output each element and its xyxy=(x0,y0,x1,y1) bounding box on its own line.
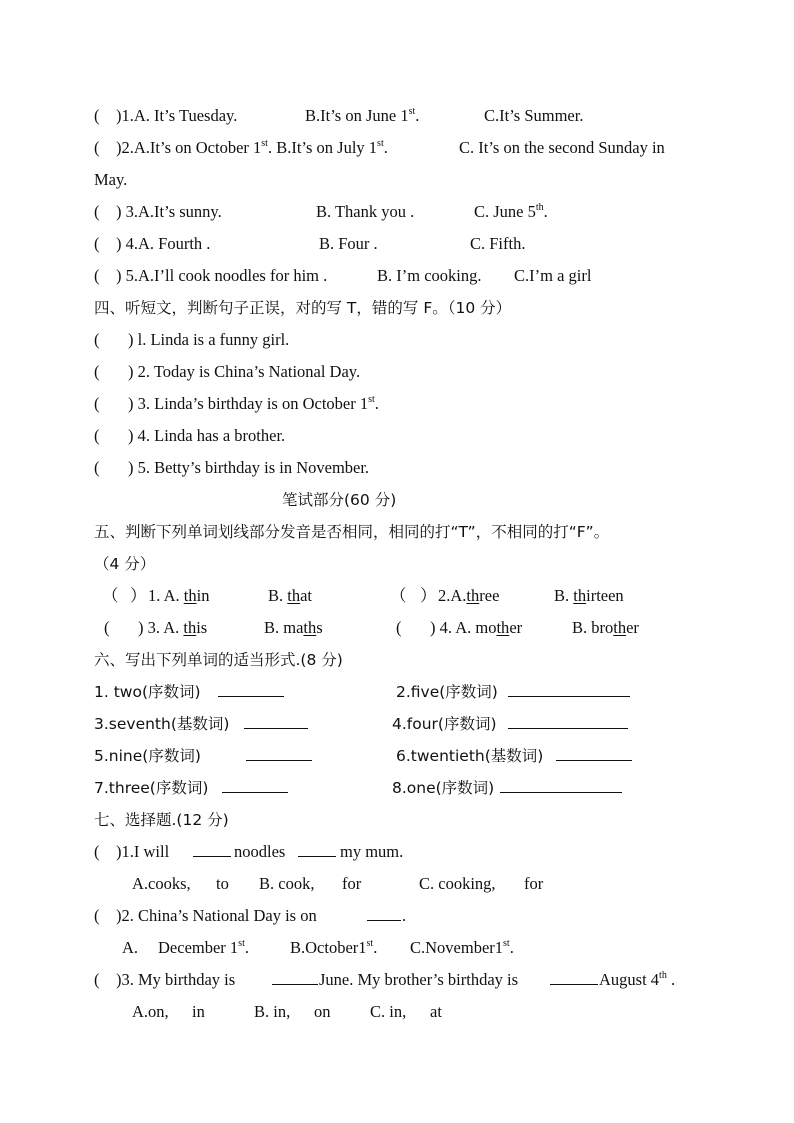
statement-text: ) 5. Betty’s birthday is in November. xyxy=(128,458,370,477)
option-b-2: on xyxy=(314,1002,331,1021)
answer-blank[interactable] xyxy=(193,842,231,857)
answer-blank[interactable] xyxy=(500,778,622,793)
answer-blank[interactable] xyxy=(244,714,308,729)
answer-paren: ( xyxy=(94,202,100,221)
answer-paren: ( xyxy=(94,362,100,381)
answer-blank[interactable] xyxy=(218,682,284,697)
answer-paren: ( xyxy=(94,394,100,413)
word-form-item: 4.four(序数词) xyxy=(392,715,497,733)
question-text: August 4th . xyxy=(599,969,676,989)
option-b: B. in, xyxy=(254,1002,291,1021)
word-b: B. maths xyxy=(264,618,323,637)
question-text: )2.A.It’s on October 1st. B.It’s on July 1st. xyxy=(116,137,388,157)
section-5-points: （4 分） xyxy=(94,555,156,573)
question-text: )2. China’s National Day is on xyxy=(116,906,317,925)
option-c: C. cooking, xyxy=(419,874,496,893)
option-a-2: to xyxy=(216,874,229,893)
question-text: ) 4.A. Fourth . xyxy=(116,234,211,253)
question-text: my mum. xyxy=(340,842,404,861)
word-b: B. brother xyxy=(572,618,639,637)
word-form-item: 2.five(序数词) xyxy=(396,683,498,701)
answer-blank[interactable] xyxy=(550,970,598,985)
word-a: 2.A.three xyxy=(438,586,500,605)
statement-text: ) l. Linda is a funny girl. xyxy=(128,330,290,349)
option-b: B. cook, xyxy=(259,874,315,893)
answer-blank[interactable] xyxy=(222,778,288,793)
answer-blank[interactable] xyxy=(508,682,630,697)
question-text: )1.A. It’s Tuesday. xyxy=(116,106,238,125)
option-a-2: in xyxy=(192,1002,205,1021)
answer-paren-close: ） xyxy=(130,586,147,605)
option-c: C.It’s Summer. xyxy=(484,106,584,125)
answer-paren: ( xyxy=(94,330,100,349)
question-text: June. My brother’s birthday is xyxy=(319,970,519,989)
option-b: B.It’s on June 1st. xyxy=(305,105,420,125)
answer-paren-open: （ xyxy=(102,586,119,605)
option-a-2: December 1st. xyxy=(158,937,249,957)
answer-paren-close: ） xyxy=(420,586,437,605)
answer-paren-open: （ xyxy=(390,586,407,605)
word-a: ) 4. A. mother xyxy=(430,618,523,637)
option-c: C. It’s on the second Sunday in xyxy=(459,138,665,157)
answer-paren-open: ( xyxy=(396,618,402,637)
answer-paren: ( xyxy=(94,266,100,285)
answer-paren: ( xyxy=(94,458,100,477)
section-7-heading: 七、选择题.(12 分) xyxy=(94,811,229,829)
option-c-2: at xyxy=(430,1002,442,1021)
option-a: A.on, xyxy=(132,1002,169,1021)
answer-paren-open: ( xyxy=(104,618,110,637)
option-b: B. I’m cooking. xyxy=(377,266,482,285)
word-b: B. that xyxy=(268,586,313,605)
answer-paren: ( xyxy=(94,906,100,925)
answer-blank[interactable] xyxy=(556,746,632,761)
question-text: )1.I will xyxy=(116,842,170,861)
option-b: B. Thank you . xyxy=(316,202,415,221)
question-text: ) 5.A.I’ll cook noodles for him . xyxy=(116,266,328,285)
option-c: C.November1st. xyxy=(410,937,514,957)
written-part-title: 笔试部分(60 分) xyxy=(282,491,397,509)
answer-blank[interactable] xyxy=(367,906,401,921)
question-text: )3. My birthday is xyxy=(116,970,236,989)
section-6-heading: 六、写出下列单词的适当形式.(8 分) xyxy=(94,651,343,669)
answer-paren: ( xyxy=(94,138,100,157)
answer-paren: ( xyxy=(94,970,100,989)
answer-paren: ( xyxy=(94,426,100,445)
statement-text: ) 4. Linda has a brother. xyxy=(128,426,286,445)
option-b-2: for xyxy=(342,874,362,893)
option-b: B. Four . xyxy=(319,234,378,253)
option-a: A. xyxy=(122,938,139,957)
option-c: C. June 5th. xyxy=(474,201,548,221)
word-a: 1. A. thin xyxy=(148,586,210,605)
option-c: C. in, xyxy=(370,1002,407,1021)
section-5-heading: 五、判断下列单词划线部分发音是否相同，相同的打“T”，不相同的打“F”。 xyxy=(94,523,610,541)
option-b: B.October1st. xyxy=(290,937,378,957)
question-text: ) 3.A.It’s sunny. xyxy=(116,202,222,221)
question-text: . xyxy=(402,906,407,925)
section-4-heading: 四、听短文，判断句子正误，对的写 T，错的写 F。（10 分） xyxy=(94,299,512,317)
statement-text: ) 2. Today is China’s National Day. xyxy=(128,362,361,381)
word-a: ) 3. A. this xyxy=(138,618,208,637)
answer-paren: ( xyxy=(94,842,100,861)
option-c: C. Fifth. xyxy=(470,234,526,253)
answer-blank[interactable] xyxy=(246,746,312,761)
word-form-item: 7.three(序数词) xyxy=(94,779,209,797)
question-text: noodles xyxy=(234,842,286,861)
option-a: A.cooks, xyxy=(132,874,191,893)
answer-paren: ( xyxy=(94,234,100,253)
answer-blank[interactable] xyxy=(508,714,628,729)
answer-blank[interactable] xyxy=(272,970,318,985)
answer-blank[interactable] xyxy=(298,842,336,857)
statement-text: ) 3. Linda’s birthday is on October 1st. xyxy=(128,393,379,413)
option-c-continued: May. xyxy=(94,170,128,189)
option-c: C.I’m a girl xyxy=(514,266,592,285)
word-form-item: 5.nine(序数词) xyxy=(94,747,201,765)
word-form-item: 3.seventh(基数词) xyxy=(94,715,230,733)
word-form-item: 1. two(序数词) xyxy=(94,683,201,701)
option-c-2: for xyxy=(524,874,544,893)
word-form-item: 6.twentieth(基数词) xyxy=(396,747,544,765)
word-form-item: 8.one(序数词) xyxy=(392,779,495,797)
word-b: B. thirteen xyxy=(554,586,624,605)
answer-paren: ( xyxy=(94,106,100,125)
